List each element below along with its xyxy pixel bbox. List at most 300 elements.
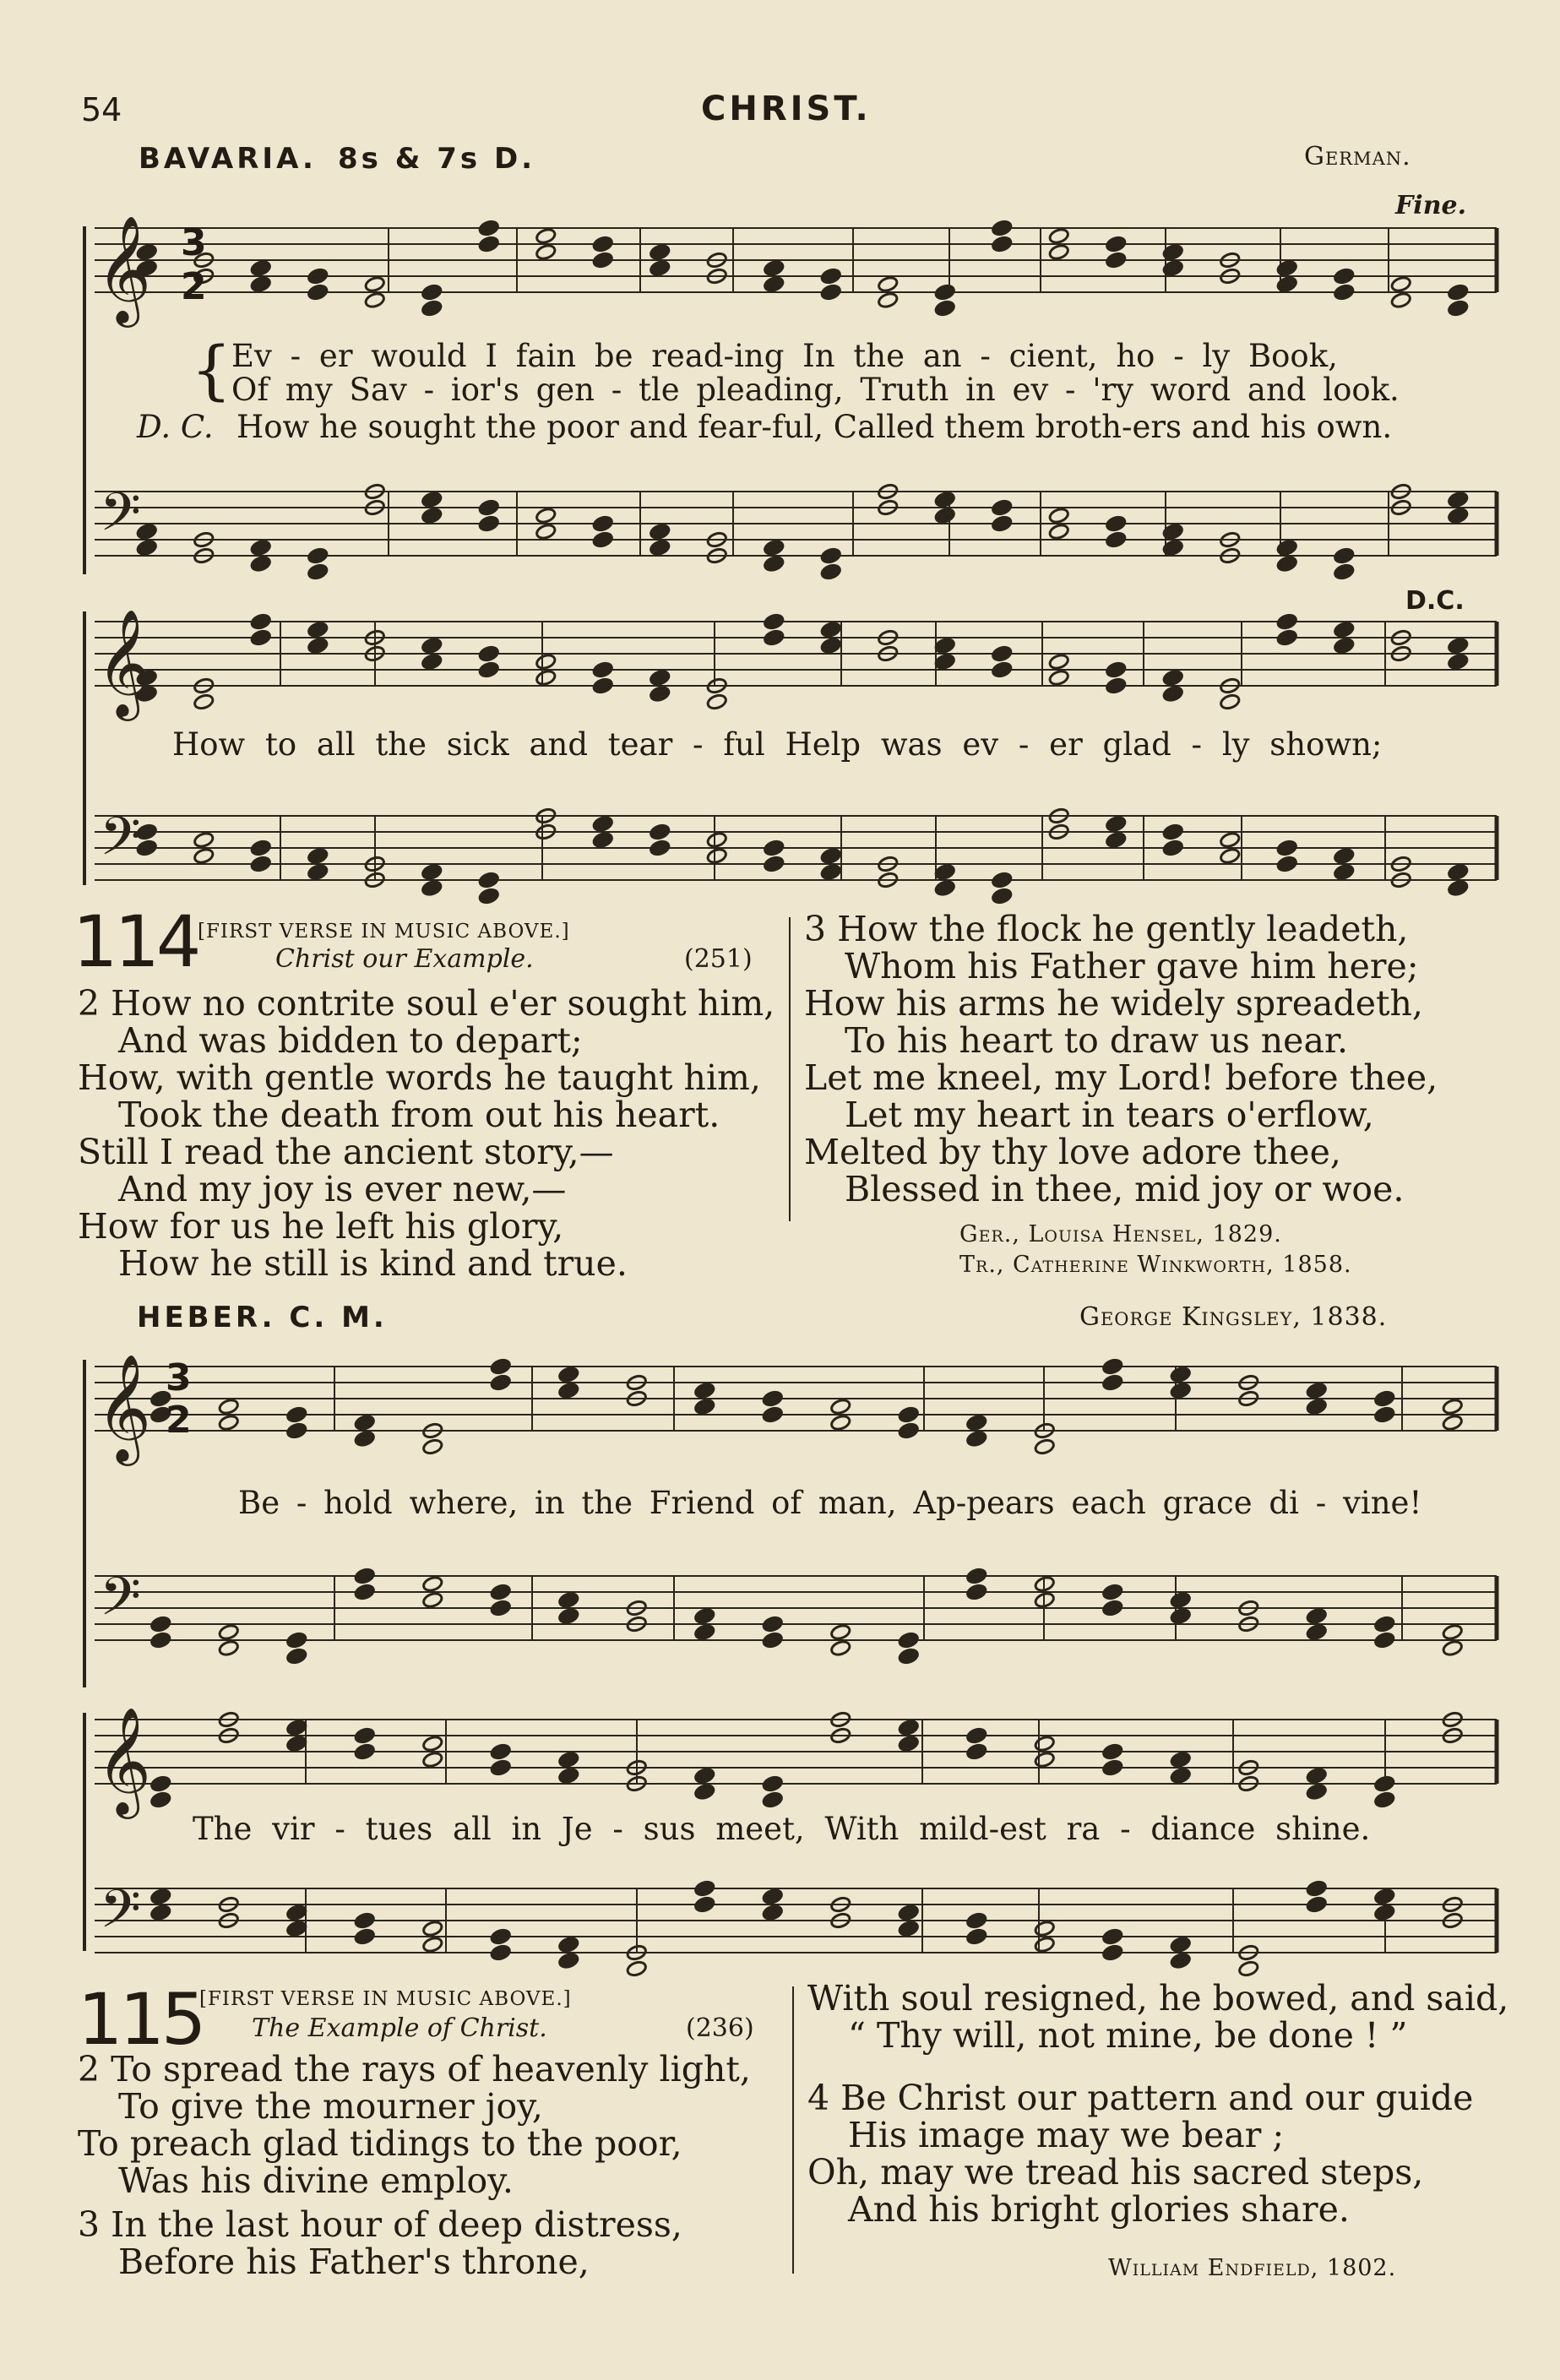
note-head [354, 1584, 375, 1601]
note-head [992, 645, 1013, 663]
note-head [535, 243, 557, 261]
note-head [762, 1632, 783, 1649]
note-head [966, 1430, 987, 1448]
note-head [150, 1888, 171, 1905]
note-head [535, 523, 557, 541]
note-head [478, 499, 499, 517]
note-head [934, 300, 955, 318]
note-head [650, 685, 671, 703]
note-head [966, 1568, 987, 1585]
note-head [764, 555, 785, 573]
note-head [286, 1920, 307, 1937]
note-head [898, 1422, 919, 1440]
note-head [218, 1623, 239, 1641]
verse-line: Melted by thy love adore thee, [804, 1132, 1341, 1172]
note-head [992, 515, 1013, 533]
tune1-lyric-line1: Ev - er would I fain be read-ing In the an - cient, ho - ly Book, [231, 338, 1338, 374]
tune1-time-top: 3 [181, 221, 207, 264]
note-head [1034, 1920, 1055, 1937]
tune1-lyric-line3: How he sought the poor and fear-ful, Called them broth-ers and his own. [236, 409, 1393, 445]
note-head [1034, 1936, 1055, 1953]
note-head [286, 1719, 307, 1736]
note-head [478, 236, 499, 253]
note-head [1102, 1374, 1123, 1392]
note-head [150, 1904, 171, 1921]
note-head [966, 1584, 987, 1601]
note-head [558, 1767, 579, 1785]
verse-line: How he still is kind and true. [118, 1243, 628, 1284]
note-head [898, 1904, 919, 1921]
note-head [592, 515, 613, 533]
note-head [1390, 291, 1411, 309]
note-head [250, 555, 271, 573]
note-head [694, 1880, 715, 1898]
note-head [1374, 1406, 1395, 1424]
hymn115-note: [FIRST VERSE IN MUSIC ABOVE.] [199, 1988, 572, 2010]
tune1-name: BAVARIA. [139, 142, 317, 176]
note-head [1334, 268, 1355, 285]
note-head [422, 1751, 443, 1769]
note-head [992, 872, 1013, 889]
note-head [218, 1639, 239, 1657]
note-head [193, 831, 215, 849]
note-head [966, 1912, 987, 1930]
note-head [992, 888, 1013, 905]
note-head [650, 669, 671, 687]
note-head [1170, 1382, 1191, 1399]
note-head [1306, 1783, 1327, 1801]
note-head [1102, 1759, 1123, 1777]
hymn114-number: 114 [73, 900, 198, 983]
note-head [1106, 515, 1127, 533]
note-head [830, 1623, 851, 1641]
note-head [218, 1398, 239, 1416]
note-head [421, 637, 443, 655]
page-title: CHRIST. [701, 90, 872, 128]
note-head [1334, 847, 1355, 865]
note-head [626, 1960, 647, 1978]
note-head [250, 840, 271, 857]
note-head [1170, 1607, 1191, 1625]
note-head [490, 1584, 511, 1601]
verse-line: How his arms he widely spreadeth, [804, 983, 1423, 1024]
note-head [1162, 669, 1183, 687]
note-head [592, 252, 613, 269]
note-head [592, 815, 613, 833]
clef-icon: 𝄢 [100, 805, 141, 880]
note-head [422, 1591, 443, 1609]
note-head [1374, 1632, 1395, 1649]
note-head [1170, 1751, 1191, 1769]
note-head [1102, 1584, 1123, 1601]
note-head [1374, 1904, 1395, 1921]
note-head [820, 637, 841, 655]
verse-line: And his bright glories share. [848, 2189, 1350, 2230]
verse-line: Let me kneel, my Lord! before thee, [804, 1057, 1438, 1098]
note-head [1276, 259, 1297, 277]
note-head [422, 1735, 443, 1752]
note-head [250, 613, 271, 631]
note-head [354, 1568, 375, 1585]
note-head [307, 284, 329, 302]
note-head [535, 653, 557, 671]
note-head [421, 300, 443, 318]
note-head [1170, 1767, 1191, 1785]
clef-icon: 𝄢 [100, 481, 141, 556]
note-head [558, 1751, 579, 1769]
note-head [898, 1406, 919, 1424]
note-head [150, 1632, 171, 1649]
note-head [286, 1904, 307, 1921]
note-head [354, 1912, 375, 1930]
note-head [934, 637, 955, 655]
hymn114-credit-translator: Tr., Catherine Winkworth, 1858. [959, 1252, 1352, 1278]
hymn114-note: [FIRST VERSE IN MUSIC ABOVE.] [198, 921, 570, 943]
note-head [1448, 491, 1469, 508]
note-head [1048, 653, 1069, 671]
note-head [558, 1607, 579, 1625]
hymn114-verse3 [804, 910, 1438, 1208]
note-head [830, 1398, 851, 1416]
tune1-time-bottom: 2 [181, 265, 207, 308]
note-head [1306, 1382, 1327, 1399]
note-head [1306, 1880, 1327, 1898]
note-head [1448, 284, 1469, 302]
note-head [830, 1414, 851, 1432]
note-head [307, 847, 329, 865]
verse-line: Before his Father's throne, [118, 2241, 590, 2282]
clef-icon: 𝄢 [100, 1565, 141, 1640]
note-head [934, 653, 955, 671]
note-head [650, 840, 671, 857]
note-head [706, 831, 727, 849]
note-head [694, 1896, 715, 1914]
note-head [286, 1632, 307, 1649]
note-head [535, 669, 557, 687]
note-head [1448, 637, 1469, 655]
note-head [966, 1727, 987, 1745]
note-head [1106, 252, 1127, 269]
note-head [1448, 653, 1469, 671]
note-head [422, 1575, 443, 1593]
note-head [1390, 275, 1411, 293]
note-head [1276, 629, 1297, 647]
note-head [650, 539, 671, 557]
tune1-fine: Fine. [1395, 191, 1467, 220]
tune2-name: HEBER. C. M. [137, 1301, 388, 1334]
note-head [1048, 523, 1069, 541]
verse-line: “ Thy will, not mine, be done ! ” [848, 2015, 1408, 2056]
note-head [1276, 275, 1297, 293]
note-head [490, 1928, 511, 1946]
note-head [558, 1366, 579, 1383]
note-head [1170, 1591, 1191, 1609]
note-head [218, 1414, 239, 1432]
note-head [490, 1358, 511, 1376]
note-head [250, 629, 271, 647]
note-head [764, 539, 785, 557]
note-head [934, 879, 955, 897]
note-head [762, 1775, 783, 1793]
note-head [992, 220, 1013, 237]
hymn115-ref: (236) [686, 2013, 754, 2043]
note-head [1306, 1623, 1327, 1641]
note-head [150, 1791, 171, 1809]
note-head [286, 1648, 307, 1665]
note-head [250, 539, 271, 557]
note-head [307, 621, 329, 638]
note-head [1334, 863, 1355, 881]
hymn114-column-divider [789, 917, 791, 1221]
note-head [1374, 1616, 1395, 1633]
note-head [1102, 1358, 1123, 1376]
note-head [354, 1928, 375, 1946]
note-head [1034, 1751, 1055, 1769]
clef-icon: 𝄞 [96, 1706, 152, 1814]
note-head [422, 1920, 443, 1937]
note-head [478, 872, 499, 889]
tune2-time-bottom: 2 [166, 1399, 192, 1442]
note-head [706, 693, 727, 711]
note-head [421, 507, 443, 524]
note-head [307, 547, 329, 565]
tune2-lyric-line1: Be - hold where, in the Friend of man, Ap-pears each grace di - vine! [238, 1485, 1422, 1521]
note-head [1106, 661, 1127, 679]
note-head [1448, 879, 1469, 897]
note-head [762, 1888, 783, 1905]
tune1-lyric-line2: Of my Sav - ior's gen - tle pleading, Truth in ev - 'ry word and look. [231, 372, 1400, 408]
note-head [694, 1783, 715, 1801]
note-head [762, 1791, 783, 1809]
note-head [422, 1438, 443, 1456]
tune1-dc-mark: D.C. [1405, 586, 1465, 616]
note-head [764, 275, 785, 293]
note-head [762, 1406, 783, 1424]
note-head [193, 693, 215, 711]
verse-line: Took the death from out his heart. [118, 1095, 720, 1135]
note-head [1106, 236, 1127, 253]
note-head [558, 1591, 579, 1609]
note-head [1102, 1600, 1123, 1617]
tune2-composer: George Kingsley, 1838. [1079, 1302, 1388, 1332]
note-head [992, 499, 1013, 517]
note-head [1162, 685, 1183, 703]
note-head [558, 1382, 579, 1399]
note-head [1442, 1398, 1463, 1416]
note-head [1448, 863, 1469, 881]
verse-line: Oh, may we tread his sacred steps, [807, 2152, 1424, 2193]
note-head [1276, 840, 1297, 857]
note-head [286, 1406, 307, 1424]
verse-line: To his heart to draw us near. [845, 1020, 1349, 1061]
clef-icon: 𝄞 [96, 1353, 152, 1461]
note-head [1106, 677, 1127, 695]
note-head [478, 220, 499, 237]
note-head [764, 856, 785, 873]
note-head [1374, 1791, 1395, 1809]
note-head [650, 823, 671, 841]
tune1-dc-label: D. C. [137, 409, 214, 445]
verse-line: 2 How no contrite soul e'er sought him, [78, 983, 775, 1024]
hymn114-subtitle: Christ our Example. [275, 944, 534, 974]
page-number: 54 [81, 91, 122, 128]
note-head [762, 1904, 783, 1921]
note-head [592, 677, 613, 695]
note-head [286, 1735, 307, 1752]
note-head [1334, 284, 1355, 302]
note-head [966, 1743, 987, 1761]
note-head [1102, 1743, 1123, 1761]
note-head [1306, 1896, 1327, 1914]
note-head [535, 507, 557, 524]
note-head [1102, 1944, 1123, 1962]
note-head [490, 1743, 511, 1761]
note-head [764, 629, 785, 647]
note-head [535, 227, 557, 245]
note-head [1170, 1936, 1191, 1953]
note-head [650, 243, 671, 261]
note-head [706, 847, 727, 865]
note-head [1442, 1414, 1463, 1432]
note-head [421, 491, 443, 508]
verse-line: And my joy is ever new,— [118, 1169, 567, 1209]
note-head [193, 847, 215, 865]
verse-line: 3 How the flock he gently leadeth, [804, 909, 1409, 949]
note-head [820, 847, 841, 865]
note-head [307, 563, 329, 581]
note-head [354, 1727, 375, 1745]
note-head [1034, 1438, 1055, 1456]
hymn115-column-divider [792, 1986, 794, 2274]
hymn115-left-verses [78, 2051, 751, 2280]
note-head [422, 1936, 443, 1953]
note-head [478, 888, 499, 905]
note-head [694, 1767, 715, 1785]
note-head [1276, 539, 1297, 557]
note-head [1448, 507, 1469, 524]
note-head [1048, 507, 1069, 524]
note-head [934, 863, 955, 881]
note-head [421, 879, 443, 897]
note-head [558, 1952, 579, 1970]
note-head [1220, 831, 1241, 849]
note-head [934, 284, 955, 302]
note-head [966, 1414, 987, 1432]
note-head [1034, 1735, 1055, 1752]
note-head [830, 1639, 851, 1657]
tune1-composer: German. [1304, 142, 1411, 171]
note-head [1162, 840, 1183, 857]
verse-line: 4 Be Christ our pattern and our guide [807, 2078, 1474, 2118]
tune1-brace: { [191, 332, 232, 407]
note-head [558, 1936, 579, 1953]
note-head [1162, 823, 1183, 841]
note-head [966, 1928, 987, 1946]
note-head [490, 1759, 511, 1777]
hymn115-subtitle: The Example of Christ. [252, 2013, 547, 2043]
verse-line: To preach glad tidings to the poor, [78, 2123, 682, 2164]
verse-line: Was his divine employ. [118, 2160, 514, 2201]
note-head [1170, 1952, 1191, 1970]
note-head [764, 613, 785, 631]
note-head [878, 291, 899, 309]
note-head [694, 1382, 715, 1399]
verse-line: Blessed in thee, mid joy or woe. [845, 1169, 1405, 1209]
note-head [1220, 693, 1241, 711]
note-head [992, 661, 1013, 679]
note-head [1170, 1366, 1191, 1383]
note-head [1334, 621, 1355, 638]
note-head [490, 1374, 511, 1392]
note-head [354, 1414, 375, 1432]
note-head [1442, 1623, 1463, 1641]
tune2-lyric-line2: The vir - tues all in Je - sus meet, With mild-est ra - diance shine. [193, 1811, 1371, 1847]
note-head [286, 1422, 307, 1440]
note-head [592, 661, 613, 679]
note-head [1106, 831, 1127, 849]
note-head [1374, 1775, 1395, 1793]
note-head [250, 856, 271, 873]
note-head [1106, 815, 1127, 833]
note-head [1306, 1767, 1327, 1785]
note-head [250, 275, 271, 293]
verse-line: How for us he left his glory, [78, 1206, 564, 1247]
note-head [762, 1390, 783, 1408]
note-head [250, 259, 271, 277]
note-head [992, 236, 1013, 253]
verse-line: To give the mourner joy, [118, 2086, 543, 2127]
note-head [150, 1616, 171, 1633]
note-head [694, 1398, 715, 1416]
note-head [1276, 555, 1297, 573]
note-head [898, 1648, 919, 1665]
tune2-time-top: 3 [166, 1356, 192, 1399]
note-head [820, 284, 841, 302]
note-head [1048, 227, 1069, 245]
verse-line: 2 To spread the rays of heavenly light, [78, 2049, 751, 2089]
note-head [898, 1920, 919, 1937]
tune1-lyric-line4: How to all the sick and tear - ful Help was ev - er glad - ly shown; [172, 726, 1383, 763]
note-head [762, 1616, 783, 1633]
note-head [354, 1743, 375, 1761]
verse-line: 3 In the last hour of deep distress, [78, 2204, 682, 2245]
note-head [1106, 531, 1127, 549]
note-head [1276, 613, 1297, 631]
note-head [764, 259, 785, 277]
note-head [478, 515, 499, 533]
note-head [934, 507, 955, 524]
note-head [421, 284, 443, 302]
note-head [1276, 856, 1297, 873]
verse-line: Whom his Father gave him here; [845, 946, 1419, 986]
verse-line: With soul resigned, he bowed, and said, [807, 1978, 1509, 2019]
note-head [307, 637, 329, 655]
note-head [764, 840, 785, 857]
note-head [1442, 1639, 1463, 1657]
note-head [820, 863, 841, 881]
hymn115-credit: William Endfield, 1802. [1108, 2255, 1397, 2281]
verse-line: And was bidden to depart; [118, 1020, 583, 1061]
verse-line: Still I read the ancient story,— [78, 1132, 614, 1172]
note-head [1334, 563, 1355, 581]
note-head [1306, 1607, 1327, 1625]
note-head [364, 291, 385, 309]
note-head [490, 1600, 511, 1617]
hymn114-verse2 [78, 985, 775, 1282]
note-head [1334, 547, 1355, 565]
note-head [1374, 1390, 1395, 1408]
verse-line: How, with gentle words he taught him, [78, 1057, 761, 1098]
